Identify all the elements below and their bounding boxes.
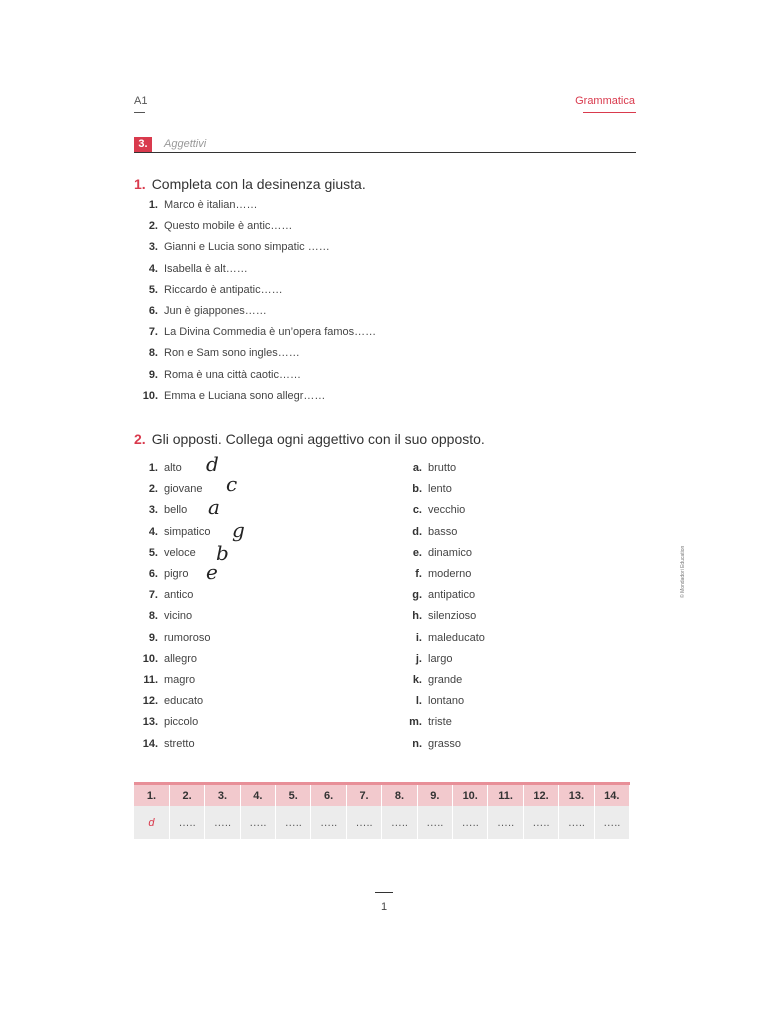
sentence-text[interactable]: Isabella è alt…… (164, 262, 248, 275)
answer-table-header-cell: 3. (205, 784, 240, 807)
opposite-item (408, 672, 462, 688)
sentence-item (134, 324, 376, 340)
adjective-item (134, 672, 195, 688)
sentence-text[interactable]: Gianni e Lucia sono simpatic …… (164, 241, 330, 254)
sentence-item (134, 367, 301, 383)
item-number: 4. (148, 525, 158, 538)
copyright-text: © Mondadori Education (680, 545, 686, 598)
answer-cell[interactable]: ….. (346, 806, 381, 839)
adjective-text: piccolo (164, 716, 199, 729)
opposite-item (408, 608, 476, 624)
answer-table-header-cell: 10. (453, 784, 488, 807)
answer-table-header-cell: 12. (523, 784, 558, 807)
exercise-2-heading (134, 431, 485, 447)
copyright-notice (672, 478, 686, 598)
opposite-text: maleducato (428, 631, 485, 644)
adjective-item (134, 693, 203, 709)
adjective-item (134, 587, 193, 603)
answer-cell[interactable]: ….. (488, 806, 523, 839)
item-number: 10. (142, 652, 158, 665)
opposite-text: basso (428, 525, 458, 538)
answer-table-header-cell: 14. (594, 784, 629, 807)
sentence-text[interactable]: Jun è giappones…… (164, 305, 267, 317)
opposite-text: moderno (428, 568, 472, 580)
adjective-text: allegro (164, 652, 198, 665)
answer-cell[interactable]: ….. (240, 806, 275, 839)
item-number: 7. (148, 589, 158, 602)
item-letter: m. (409, 716, 422, 729)
adjective-item (134, 545, 196, 561)
sentence-item (134, 197, 258, 213)
opposite-text: antipatico (428, 589, 476, 602)
adjective-item (134, 651, 197, 667)
answer-cell[interactable]: ….. (453, 806, 488, 839)
opposite-item (408, 481, 452, 497)
answer-cell[interactable]: ….. (523, 806, 558, 839)
item-letter: k. (412, 674, 422, 686)
answer-table-header-cell: 8. (382, 784, 417, 807)
item-letter: c. (412, 504, 422, 517)
opposite-text: lento (428, 483, 452, 496)
adjective-item (134, 502, 187, 518)
item-number: 8. (148, 610, 158, 623)
item-number: 12. (142, 695, 158, 708)
handwritten-answer: b (216, 540, 229, 565)
sentence-text[interactable]: Ron e Sam sono ingles…… (164, 347, 300, 360)
answer-cell[interactable]: ….. (276, 806, 311, 839)
opposite-item (408, 630, 485, 646)
opposite-text: dinamico (428, 546, 473, 559)
adjective-item (134, 481, 203, 497)
answer-cell[interactable]: ….. (594, 806, 629, 839)
opposite-item (408, 587, 475, 603)
sentence-text[interactable]: Emma e Luciana sono allegr…… (164, 389, 326, 402)
item-number: 9. (148, 631, 158, 644)
adjective-text: veloce (164, 546, 196, 559)
level-label: A1 (134, 95, 148, 107)
answer-cell[interactable]: ….. (417, 806, 452, 839)
opposite-item (408, 524, 457, 540)
item-number: 1. (148, 462, 158, 474)
item-letter: l. (415, 695, 422, 708)
answer-table-header-cell: 5. (276, 784, 311, 807)
item-number: 7. (148, 326, 158, 339)
opposite-item (408, 545, 472, 561)
answer-table-header-cell: 11. (488, 784, 523, 807)
level-underline (134, 112, 145, 113)
exercise-1-heading (134, 176, 366, 192)
adjective-text: magro (164, 674, 196, 686)
answer-table (134, 782, 630, 839)
opposite-text: largo (428, 652, 453, 665)
exercise-instruction: Gli opposti. Collega ogni aggettivo con il suo opposto. (151, 431, 485, 447)
sentence-item (134, 282, 283, 298)
item-number: 4. (148, 262, 158, 275)
adjective-text: stretto (164, 737, 195, 750)
adjective-text: rumoroso (164, 631, 211, 644)
sentence-text[interactable]: La Divina Commedia è un’opera famos…… (164, 326, 377, 339)
answer-cell[interactable]: d (134, 806, 169, 839)
adjective-item (134, 608, 192, 624)
opposite-item (408, 736, 461, 752)
answer-table-header-cell: 6. (311, 784, 346, 807)
item-number: 3. (148, 241, 158, 254)
opposite-text: silenzioso (428, 610, 477, 623)
answer-table-answer-row (134, 806, 630, 839)
exercise-number: 1. (134, 176, 146, 192)
adjective-text: vicino (164, 610, 193, 623)
exercise-number: 2. (134, 431, 146, 447)
opposite-text: triste (428, 716, 452, 729)
item-number: 9. (148, 368, 158, 381)
adjective-text: giovane (164, 483, 203, 496)
opposite-text: grasso (428, 737, 462, 750)
adjective-text: alto (164, 462, 182, 474)
adjective-item (134, 630, 210, 646)
item-number: 13. (142, 716, 158, 729)
answer-table-header-cell: 7. (346, 784, 381, 807)
item-letter: d. (412, 525, 422, 538)
answer-cell[interactable]: ….. (382, 806, 417, 839)
adjective-text: antico (164, 589, 194, 602)
sentence-item (134, 345, 300, 361)
item-letter: j. (415, 652, 422, 665)
adjective-item (134, 736, 195, 752)
unit-number: 3. (134, 137, 152, 152)
item-letter: g. (412, 589, 422, 602)
sentence-text[interactable]: Questo mobile è antic…… (164, 220, 293, 233)
answer-table-header-cell: 9. (417, 784, 452, 807)
item-number: 8. (148, 347, 158, 360)
answer-table-header-cell: 13. (559, 784, 594, 807)
answer-table-header-cell: 4. (240, 784, 275, 807)
sentence-item (134, 388, 325, 404)
sentence-item (134, 303, 267, 319)
page-number-rule (375, 892, 393, 893)
exercise-instruction: Completa con la desinenza giusta. (151, 176, 366, 192)
adjective-text: pigro (164, 568, 189, 580)
answer-table-header-cell: 2. (169, 784, 204, 807)
adjective-item (134, 460, 182, 476)
item-number: 3. (148, 504, 158, 517)
opposite-item (408, 566, 471, 582)
opposite-item (408, 502, 465, 518)
item-number: 2. (148, 220, 158, 233)
opposite-text: lontano (428, 695, 465, 708)
item-number: 10. (142, 389, 158, 402)
item-number: 6. (148, 568, 158, 580)
item-letter: a. (412, 462, 422, 474)
unit-title: Aggettivi (164, 138, 207, 150)
answer-cell[interactable]: ….. (205, 806, 240, 839)
adjective-item (134, 714, 198, 730)
section-underline (583, 112, 636, 113)
item-letter: h. (412, 610, 422, 623)
opposite-item (408, 651, 452, 667)
sentence-item (134, 261, 248, 277)
handwritten-answer: c (226, 472, 238, 497)
item-number: 2. (148, 483, 158, 496)
handwritten-answer: g (232, 517, 245, 542)
opposite-item (408, 460, 456, 476)
handwritten-answer: e (206, 560, 218, 584)
answer-cell[interactable]: ….. (169, 806, 204, 839)
item-letter: f. (415, 568, 422, 580)
opposite-item (408, 693, 464, 709)
item-letter: b. (412, 483, 422, 496)
adjective-text: bello (164, 504, 188, 517)
item-letter: n. (412, 737, 422, 750)
handwritten-answer: a (208, 495, 220, 520)
unit-heading (134, 137, 636, 153)
item-number: 11. (143, 674, 158, 686)
opposite-text: vecchio (428, 504, 466, 517)
answer-table-header-cell: 1. (134, 784, 169, 807)
adjective-item (134, 524, 210, 540)
page-number: 1 (380, 901, 388, 913)
answer-cell[interactable]: ….. (559, 806, 594, 839)
adjective-text: educato (164, 695, 204, 708)
section-label: Grammatica (575, 95, 635, 107)
sentence-text[interactable]: Roma è una città caotic…… (164, 368, 301, 381)
item-number: 5. (148, 546, 158, 559)
opposite-text: brutto (428, 462, 457, 474)
sentence-item (134, 218, 292, 234)
item-number: 6. (148, 305, 158, 317)
item-number: 5. (148, 283, 158, 296)
adjective-item (134, 566, 188, 582)
opposite-item (408, 714, 452, 730)
sentence-item (134, 239, 330, 255)
opposite-text: grande (428, 674, 463, 686)
answer-cell[interactable]: ….. (311, 806, 346, 839)
handwritten-answer: d (206, 452, 219, 476)
adjective-text: simpatico (164, 525, 211, 538)
answer-table-header-row (134, 784, 630, 807)
sentence-text[interactable]: Marco è italian…… (164, 199, 258, 211)
item-number: 14. (142, 737, 158, 750)
item-number: 1. (148, 199, 158, 211)
item-letter: e. (412, 546, 422, 559)
sentence-text[interactable]: Riccardo è antipatic…… (164, 283, 283, 296)
item-letter: i. (415, 631, 422, 644)
